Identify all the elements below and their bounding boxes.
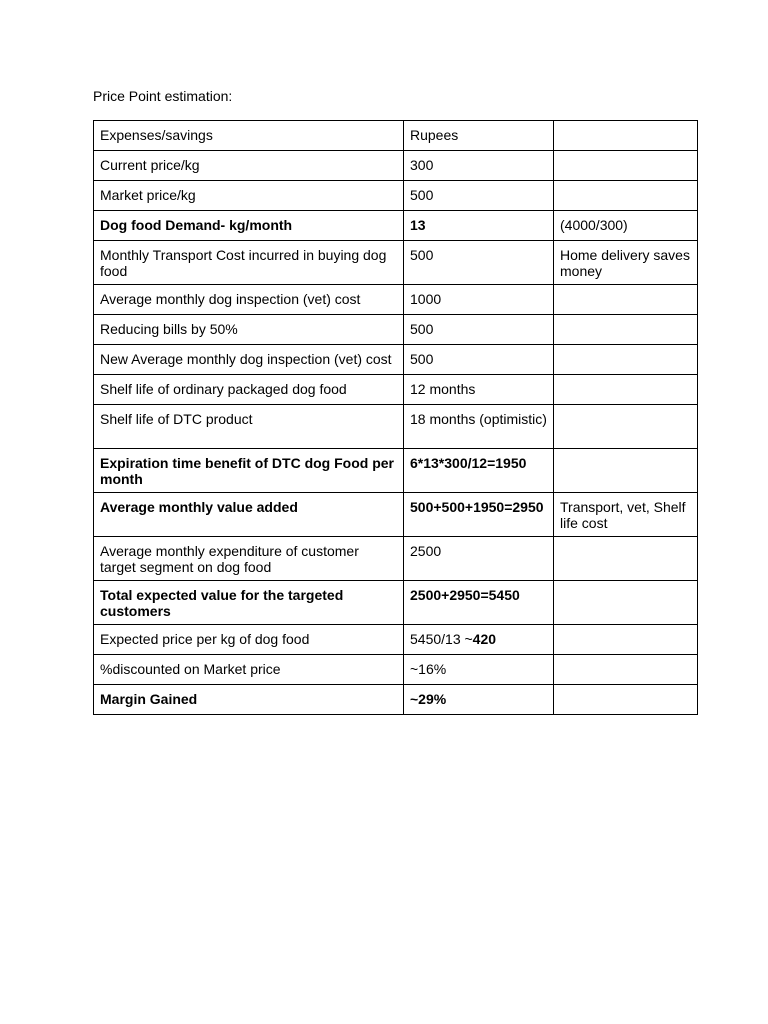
- cell-item: Shelf life of DTC product: [94, 405, 404, 449]
- cell-note: [554, 581, 698, 625]
- table-row: [94, 581, 698, 625]
- cell-note: [554, 285, 698, 315]
- table-row: [94, 285, 698, 315]
- table-row: [94, 537, 698, 581]
- cell-item: Monthly Transport Cost incurred in buying dog food: [94, 241, 404, 285]
- cell-note: (4000/300): [554, 211, 698, 241]
- cell-value: 12 months: [404, 375, 554, 405]
- table-row: [94, 685, 698, 715]
- cell-value: 18 months (optimistic): [404, 405, 554, 449]
- cell-item: Expenses/savings: [94, 121, 404, 151]
- cell-item: Average monthly dog inspection (vet) cost: [94, 285, 404, 315]
- cell-item: Expected price per kg of dog food: [94, 625, 404, 655]
- cell-item: Dog food Demand- kg/month: [94, 211, 404, 241]
- table-row: [94, 211, 698, 241]
- cell-item: Market price/kg: [94, 181, 404, 211]
- table-row: [94, 449, 698, 493]
- cell-note: [554, 121, 698, 151]
- cell-note: [554, 655, 698, 685]
- cell-note: [554, 181, 698, 211]
- cell-value: 500: [404, 345, 554, 375]
- cell-note: [554, 449, 698, 493]
- cell-note: Transport, vet, Shelf life cost: [554, 493, 698, 537]
- cell-value: 500: [404, 241, 554, 285]
- cell-item: Average monthly value added: [94, 493, 404, 537]
- table-row: [94, 121, 698, 151]
- cell-note: [554, 151, 698, 181]
- value-emphasis: 420: [472, 631, 497, 647]
- cell-note: [554, 345, 698, 375]
- cell-value: 1000: [404, 285, 554, 315]
- cell-value: ~16%: [404, 655, 554, 685]
- cell-item: %discounted on Market price: [94, 655, 404, 685]
- cell-note: [554, 405, 698, 449]
- cell-note: [554, 625, 698, 655]
- cell-item: Expiration time benefit of DTC dog Food per month: [94, 449, 404, 493]
- cell-note: Home delivery saves money: [554, 241, 698, 285]
- cell-value: [404, 625, 554, 655]
- cell-item: Total expected value for the targeted customers: [94, 581, 404, 625]
- table-row: [94, 655, 698, 685]
- cell-item: New Average monthly dog inspection (vet) cost: [94, 345, 404, 375]
- cell-item: Reducing bills by 50%: [94, 315, 404, 345]
- cell-item: Shelf life of ordinary packaged dog food: [94, 375, 404, 405]
- cell-value: 300: [404, 151, 554, 181]
- table-row: [94, 181, 698, 211]
- value-prefix: 5450/13 ~: [410, 631, 473, 647]
- price-point-table: [93, 120, 698, 715]
- cell-item: Average monthly expenditure of customer target segment on dog food: [94, 537, 404, 581]
- table-row: [94, 375, 698, 405]
- cell-note: [554, 375, 698, 405]
- table-row: [94, 345, 698, 375]
- table-row: [94, 493, 698, 537]
- cell-value: Rupees: [404, 121, 554, 151]
- document-title: Price Point estimation:: [93, 88, 233, 104]
- cell-note: [554, 537, 698, 581]
- cell-value: 13: [404, 211, 554, 241]
- cell-note: [554, 685, 698, 715]
- table-row: [94, 241, 698, 285]
- cell-item: Current price/kg: [94, 151, 404, 181]
- table-row: [94, 315, 698, 345]
- cell-value: 500: [404, 181, 554, 211]
- table-row: [94, 625, 698, 655]
- table-row: [94, 151, 698, 181]
- cell-value: 2500: [404, 537, 554, 581]
- table-row: [94, 405, 698, 449]
- cell-item: Margin Gained: [94, 685, 404, 715]
- cell-value: 2500+2950=5450: [404, 581, 554, 625]
- cell-value: 6*13*300/12=1950: [404, 449, 554, 493]
- cell-value: 500: [404, 315, 554, 345]
- cell-value: 500+500+1950=2950: [404, 493, 554, 537]
- cell-value: ~29%: [404, 685, 554, 715]
- cell-note: [554, 315, 698, 345]
